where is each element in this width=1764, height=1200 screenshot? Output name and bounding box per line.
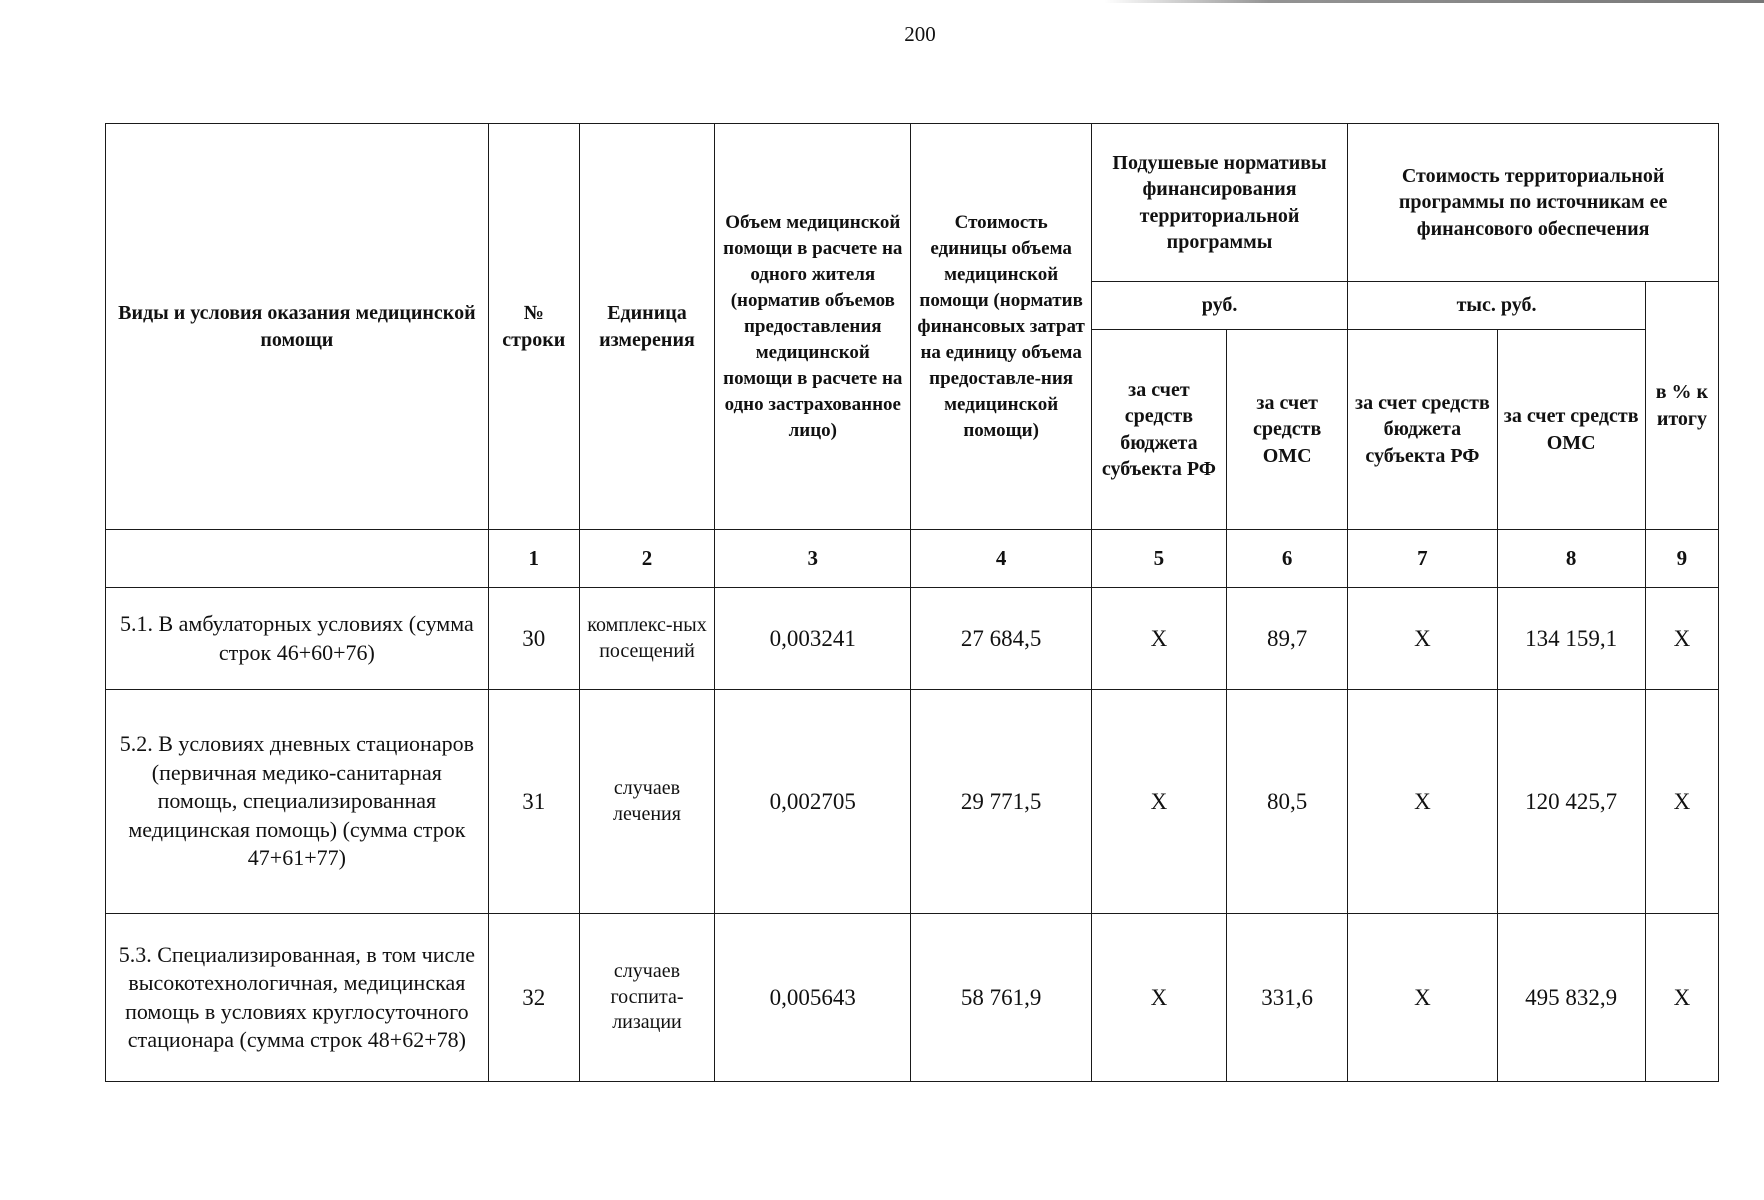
header-unit: Единица измерения [579,124,714,530]
oms-thousand-cell: 134 159,1 [1497,588,1645,690]
unit-cell: случаев госпита-лизации [579,914,714,1082]
scan-artifact-line [1104,0,1764,3]
header-oms-rub: за счет средств ОМС [1227,330,1348,530]
oms-rub-cell: 331,6 [1227,914,1348,1082]
volume-cell: 0,002705 [715,690,911,914]
budget-thousand-cell: X [1348,914,1497,1082]
oms-rub-cell: 89,7 [1227,588,1348,690]
header-budget-thousand: за счет средств бюджета субъекта РФ [1348,330,1497,530]
budget-rub-cell: X [1091,588,1226,690]
row-number-cell: 30 [488,588,579,690]
header-oms-thousand: за счет средств ОМС [1497,330,1645,530]
column-number: 9 [1645,530,1718,588]
volume-cell: 0,005643 [715,914,911,1082]
header-volume: Объем медицинской помощи в расчете на одного жителя (норматив объемов предоставления медицинской помощи в расчете на одно застрахованное лицо) [715,124,911,530]
budget-thousand-cell: X [1348,690,1497,914]
unit-cell: комплекс-ных посещений [579,588,714,690]
table-row [106,588,1719,690]
volume-cell: 0,003241 [715,588,911,690]
column-number: 4 [911,530,1091,588]
financing-table [105,123,1719,1082]
row-number-cell: 31 [488,690,579,914]
oms-rub-cell: 80,5 [1227,690,1348,914]
unit-cost-cell: 29 771,5 [911,690,1091,914]
budget-rub-cell: X [1091,914,1226,1082]
percent-cell: X [1645,588,1718,690]
header-budget-rub: за счет средств бюджета субъекта РФ [1091,330,1226,530]
row-number-cell: 32 [488,914,579,1082]
column-number: 2 [579,530,714,588]
column-numbers-row [106,530,1719,588]
oms-thousand-cell: 495 832,9 [1497,914,1645,1082]
unit-cost-cell: 58 761,9 [911,914,1091,1082]
percent-cell: X [1645,914,1718,1082]
budget-thousand-cell: X [1348,588,1497,690]
header-cost-sources-group: Стоимость территориальной программы по источникам ее финансового обеспечения [1348,124,1719,282]
table-row [106,690,1719,914]
header-percent: в % к итогу [1645,282,1718,530]
unit-cost-cell: 27 684,5 [911,588,1091,690]
header-type-of-care: Виды и условия оказания медицинской помощи [106,124,489,530]
column-number: 8 [1497,530,1645,588]
care-type-cell: 5.2. В условиях дневных стационаров (первичная медико-санитарная помощь, специализированная медицинская помощь) (сумма строк 47+61+77) [106,690,489,914]
column-number: 6 [1227,530,1348,588]
budget-rub-cell: X [1091,690,1226,914]
table-row [106,914,1719,1082]
header-unit-rub: руб. [1091,282,1347,330]
unit-cell: случаев лечения [579,690,714,914]
header-row-number: № строки [488,124,579,530]
column-number: 5 [1091,530,1226,588]
column-number: 1 [488,530,579,588]
percent-cell: X [1645,690,1718,914]
oms-thousand-cell: 120 425,7 [1497,690,1645,914]
care-type-cell: 5.3. Специализированная, в том числе высокотехнологичная, медицинская помощь в условиях круглосуточного стационара (сумма строк 48+62+78) [106,914,489,1082]
column-number: 3 [715,530,911,588]
header-unit-cost: Стоимость единицы объема медицинской помощи (норматив финансовых затрат на единицу объема предоставле-ния медицинской помощи) [911,124,1091,530]
column-number: 7 [1348,530,1497,588]
header-per-capita-group: Подушевые нормативы финансирования территориальной программы [1091,124,1347,282]
column-number [106,530,489,588]
header-unit-thousand-rub: тыс. руб. [1348,282,1646,330]
page-number: 200 [904,22,936,46]
care-type-cell: 5.1. В амбулаторных условиях (сумма строк 46+60+76) [106,588,489,690]
